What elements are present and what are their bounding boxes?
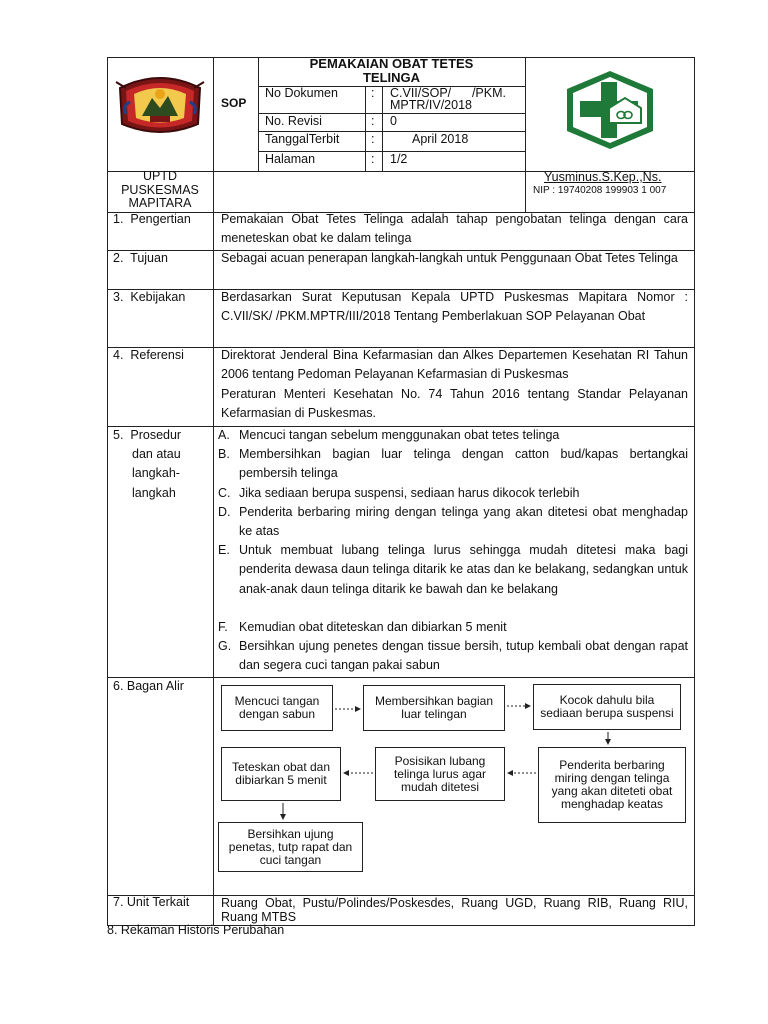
- section-label-pengertian: 1. Pengertian: [113, 212, 191, 226]
- step-letter: A.: [218, 428, 230, 442]
- meta-value-halaman: 1/2: [390, 152, 408, 166]
- step-letter: G.: [218, 639, 232, 653]
- step-text: Penderita berbaring miring dengan telinga yang akan ditetesi obat menghadap ke atas: [239, 505, 688, 539]
- flow-box-4: Penderita berbaring miring dengan telinga yang akan diteteti obat menghadap keatas: [538, 747, 686, 823]
- section-text-pengertian: Pemakaian Obat Tetes Telinga adalah tahap pengobatan telinga dengan cara meneteskan obat ke dalam telinga: [221, 212, 688, 246]
- flow-box-6: Teteskan obat dan dibiarkan 5 menit: [221, 747, 341, 801]
- section-label-bagan-alir: 6. Bagan Alir: [113, 679, 184, 693]
- meta-label-tanggal-terbit: TanggalTerbit: [265, 132, 340, 146]
- step-letter: D.: [218, 505, 231, 519]
- meta-colon: :: [371, 86, 375, 100]
- org-name-line2: PUSKESMAS: [121, 183, 199, 197]
- step-letter: E.: [218, 543, 230, 557]
- meta-value-tanggal-terbit: April 2018: [412, 132, 469, 146]
- meta-colon: :: [371, 114, 375, 128]
- meta-value-no-dokumen-line2: MPTR/IV/2018: [390, 98, 472, 112]
- step-text: Untuk membuat lubang telinga lurus sehingga mudah ditetesi maka bagi penderita dewasa daun telinga ditarik ke atas dan ke belakang, sedangkan untuk anak-anak daun telinga ditarik ke bawah dan ke belakang: [239, 543, 688, 596]
- org-name-line3: MAPITARA: [128, 196, 192, 210]
- rekaman-historis-label: 8. Rekaman Historis Perubahan: [107, 923, 285, 937]
- flow-box-1: Mencuci tangan dengan sabun: [221, 685, 333, 731]
- step-text: Kemudian obat diteteskan dan dibiarkan 5 menit: [239, 620, 507, 634]
- step-letter: F.: [218, 620, 228, 634]
- meta-colon: :: [371, 152, 375, 166]
- step-text: Jika sediaan berupa suspensi, sediaan harus dikocok terlebih: [239, 486, 580, 500]
- section-label-unit-terkait: 7. Unit Terkait: [113, 895, 190, 909]
- flow-box-5: Posisikan lubang telinga lurus agar mudah ditetesi: [375, 747, 505, 801]
- section-label-prosedur-4: langkah: [132, 486, 176, 500]
- document-title-line1: PEMAKAIAN OBAT TETES: [309, 56, 474, 71]
- meta-label-no-dokumen: No Dokumen: [265, 86, 338, 100]
- flow-box-3: Kocok dahulu bila sediaan berupa suspensi: [533, 684, 681, 730]
- section-text-referensi-1: Direktorat Jenderal Bina Kefarmasian dan Alkes Departemen Kesehatan RI Tahun 2006 tentang Pedoman Pelayanan Kefarmasian di Puskesmas: [221, 348, 688, 382]
- meta-value-no-revisi: 0: [390, 114, 397, 128]
- section-text-unit-terkait: Ruang Obat, Pustu/Polindes/Poskesdes, Ruang UGD, Ruang RIB, Ruang RIU, Ruang MTBS: [221, 896, 688, 924]
- flow-box-2: Membersihkan bagian luar telingan: [363, 685, 505, 731]
- meta-value-no-dokumen: C.VII/SOP/ /PKM.: [390, 86, 506, 100]
- section-label-tujuan: 2. Tujuan: [113, 251, 168, 265]
- step-letter: C.: [218, 486, 231, 500]
- section-label-kebijakan: 3. Kebijakan: [113, 290, 186, 304]
- signer-nip: NIP : 19740208 199903 1 007: [533, 185, 667, 196]
- section-text-kebijakan: Berdasarkan Surat Keputusan Kepala UPTD Puskesmas Mapitara Nomor : C.VII/SK/ /PKM.MPTR/III/2018 Tentang Pemberlakuan SOP Pelayanan Obat: [221, 290, 688, 324]
- section-text-tujuan: Sebagai acuan penerapan langkah-langkah untuk Penggunaan Obat Tetes Telinga: [221, 251, 678, 265]
- document-title-line2: TELINGA: [362, 70, 421, 85]
- sop-label: SOP: [221, 96, 247, 110]
- step-text: Membersihkan bagian luar telinga dengan catton bud/kapas bertangkai pembersih telinga: [239, 447, 688, 481]
- step-text: Bersihkan ujung penetes dengan tissue bersih, tutup kembali obat dengan rapat dan segera cuci tangan pakai sabun: [239, 639, 688, 673]
- section-label-prosedur-2: dan atau: [132, 447, 181, 461]
- section-label-prosedur-3: langkah-: [132, 466, 180, 480]
- section-text-referensi-2: Peraturan Menteri Kesehatan No. 74 Tahun 2016 tentang Standar Pelayanan Kefarmasian di Puskesmas.: [221, 387, 688, 421]
- meta-colon: :: [371, 132, 375, 146]
- flow-box-7: Bersihkan ujung penetas, tutp rapat dan cuci tangan: [218, 822, 363, 872]
- org-name-line1: UPTD: [142, 169, 178, 183]
- step-letter: B.: [218, 447, 230, 461]
- section-label-prosedur: 5. Prosedur: [113, 428, 182, 442]
- meta-label-no-revisi: No. Revisi: [265, 114, 322, 128]
- step-text: Mencuci tangan sebelum menggunakan obat tetes telinga: [239, 428, 560, 442]
- meta-label-halaman: Halaman: [265, 152, 316, 166]
- section-label-referensi: 4. Referensi: [113, 348, 184, 362]
- signer-name: Yusminus.S.Kep.,Ns.: [544, 170, 662, 184]
